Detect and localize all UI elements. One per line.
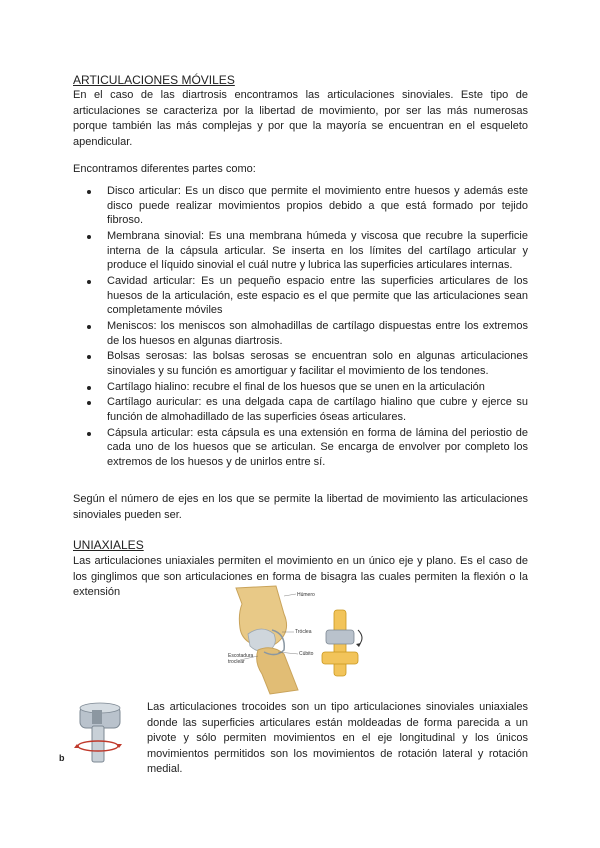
label-escotadura-line2: troclear (228, 659, 245, 665)
parts-list (73, 184, 528, 471)
parts-intro: Encontramos diferentes partes como: (73, 163, 256, 175)
list-item (73, 426, 528, 470)
label-humero: Húmero (297, 592, 315, 598)
label-troclea: Tróclea (295, 629, 312, 635)
bullet-icon (87, 355, 91, 359)
bullet-icon (87, 325, 91, 329)
trochoid-paragraph: Las articulaciones trocoides son un tipo articulaciones sinoviales uniaxiales donde las superficies articulares están moldeadas de forma parecida a un pivote y sólo permiten movimientos en el eje longitudinal y los únicos movimientos permitidos son los movimientos de rotación lateral y rotación medial. (147, 701, 528, 775)
intro-paragraph: En el caso de las diartrosis encontramos las articulaciones sinoviales. Este tipo de articulaciones se caracteriza por la libertad de movimiento, por ser las más numerosas porque también las más complejas y por que la mayoría se encuentran en el esqueleto apendicular. (73, 89, 528, 148)
list-item-text: Membrana sinovial: Es una membrana húmeda y viscosa que recubre la superficie interna de la cápsula articular. Se inserta en los límites del cartílago articular y produce el líquido sinovial el cuál nutre y lubrica las superficies articulares internas. (107, 229, 528, 272)
uniaxial-paragraph: Las articulaciones uniaxiales permiten el movimiento en un único eje y plano. Es el caso de los ginglimos que son articulaciones en forma de bisagra las cuales permiten la flexión o la extensión (73, 555, 528, 598)
list-item-text: Cavidad articular: Es un pequeño espacio entre las superficies articulares de los huesos de la articulación, este espacio es el que permite que las articulaciones sean completamente móviles (107, 274, 528, 317)
bullet-icon (87, 386, 91, 390)
elbow-bones-icon (228, 584, 376, 696)
list-item (73, 184, 528, 228)
list-item (73, 319, 528, 348)
figure-b-label: b (59, 753, 65, 763)
list-item-text: Cápsula articular: esta cápsula es una extensión en forma de lámina del periostio de cada uno de los huesos que se articulan. Se encarga de envolver por completo los extremos de los huesos y de unirlos entre sí. (107, 426, 528, 468)
list-item-text: Cartílago auricular: es una delgada capa de cartílago hialino que cubre y ejerce su función de almohadillado de las superficies óseas articulares. (107, 396, 528, 424)
bullet-icon (87, 401, 91, 405)
list-item-text: Bolsas serosas: las bolsas serosas se encuentran solo en algunas articulaciones sinoviales y su función es amortiguar y facilitar el movimiento de los tendones. (107, 350, 528, 377)
bullet-icon (87, 190, 91, 194)
label-escotadura-line1: Escotadura (228, 653, 254, 659)
list-item (73, 349, 528, 378)
list-item (73, 229, 528, 273)
bullet-icon (87, 235, 91, 239)
pivot-joint-illustration (70, 700, 130, 770)
bullet-icon (87, 280, 91, 284)
list-item (73, 274, 528, 318)
list-item (73, 380, 528, 395)
section-heading-uniaxiales: UNIAXIALES (73, 538, 144, 552)
list-item-text: Disco articular: Es un disco que permite el movimiento entre huesos y además este disco puede realizar movimientos propios debido a que está formado por tejido fibroso. (107, 185, 528, 227)
axes-paragraph: Según el número de ejes en los que se permite la libertad de movimiento las articulaciones sinoviales pueden ser. (73, 493, 528, 521)
list-item-text: Cartílago hialino: recubre el final de los huesos que se unen en la articulación (107, 380, 485, 393)
label-cubito: Cúbito (299, 651, 314, 657)
pivot-joint-icon (70, 700, 130, 770)
section-heading-articulaciones-moviles: ARTICULACIONES MÓVILES (73, 73, 235, 87)
list-item-text: Meniscos: los meniscos son almohadillas de cartílago dispuestas entre los extremos de los huesos en algunas diartrosis. (107, 319, 528, 347)
list-item (73, 395, 528, 424)
elbow-joint-illustration (228, 584, 376, 696)
label-escotadura (228, 653, 253, 665)
bullet-icon (87, 432, 91, 436)
